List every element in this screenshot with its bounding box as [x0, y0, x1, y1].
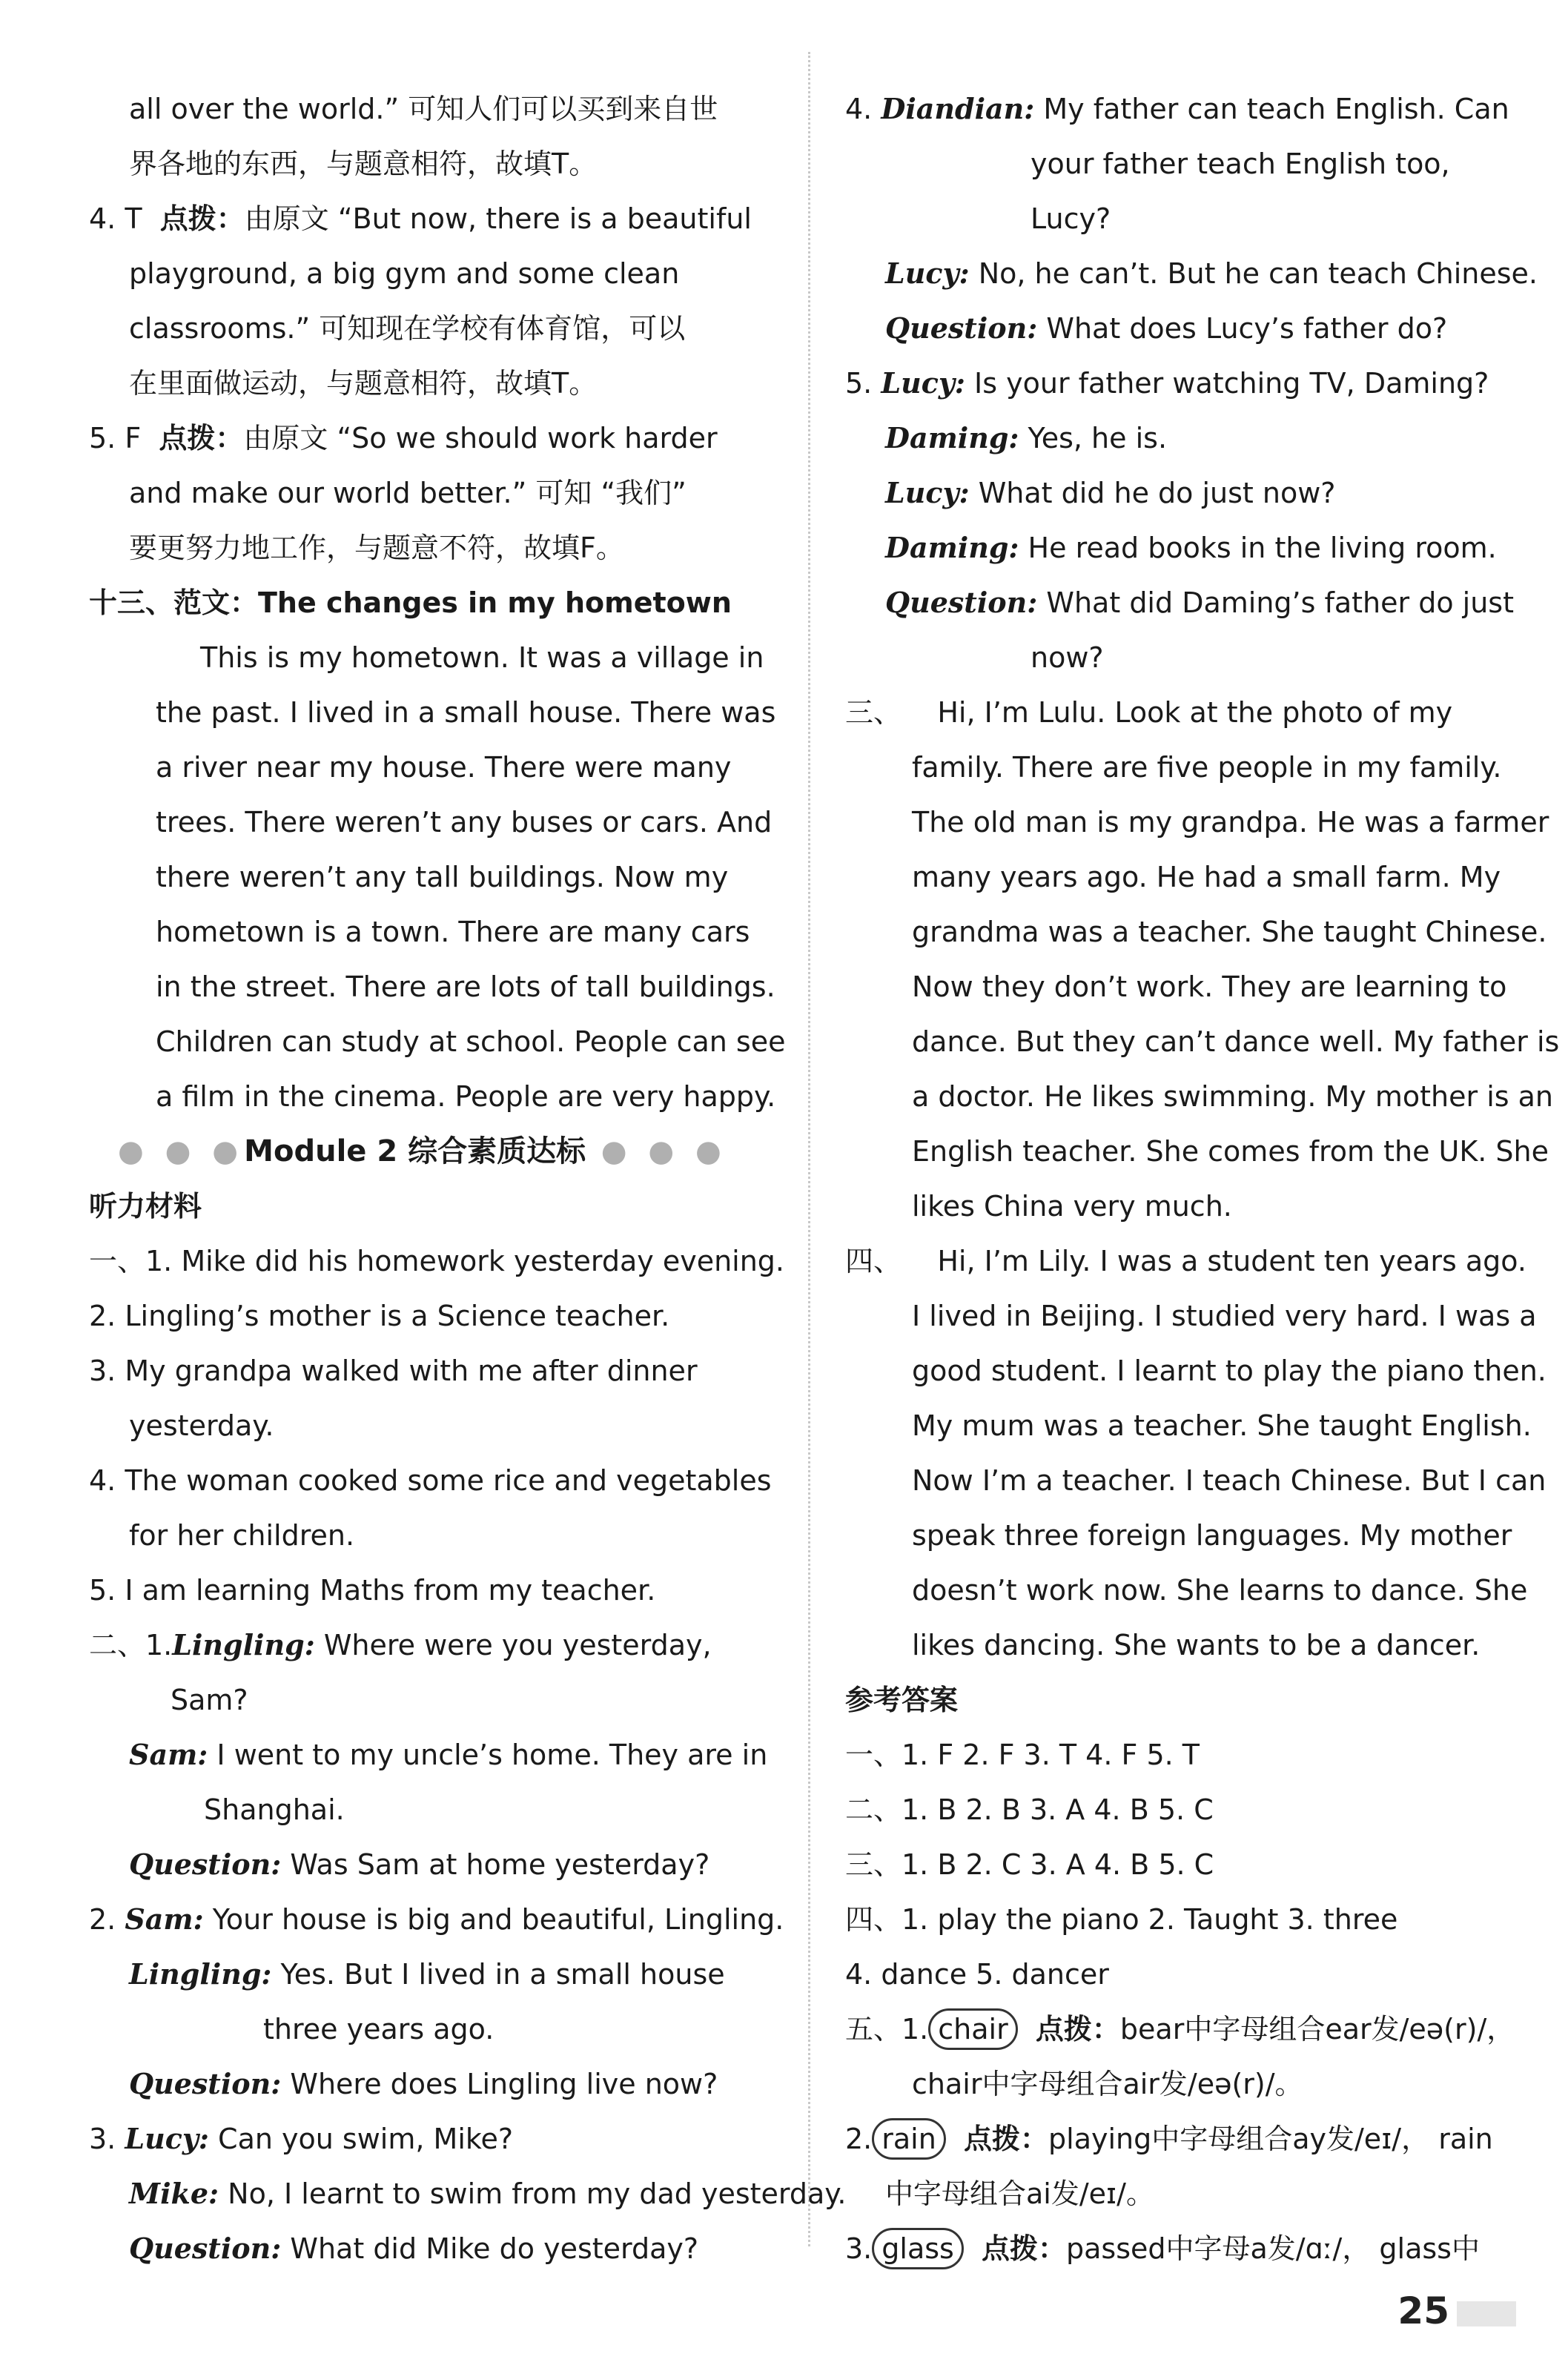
text-line: classrooms.” 可知现在学校有体育馆，可以 [129, 312, 686, 345]
listening-line: 5. I am learning Maths from my teacher. [89, 1574, 656, 1607]
listening-line: for her children. [129, 1519, 355, 1552]
passage-line: likes China very much. [912, 1190, 1232, 1223]
dialogue-line: Daming: He read books in the living room. [885, 531, 1497, 564]
text-line: playground, a big gym and some clean [129, 257, 680, 290]
answer-line: 2. rain 点拨：playing中字母组合ay发/eɪ/， rain [845, 2111, 1512, 2166]
answer-line: 3. glass 点拨：passed中字母a发/ɑː/， glass中 [845, 2221, 1512, 2276]
text-line: all over the world.” 可知人们可以买到来自世 [129, 93, 718, 125]
listening-line: 一、1. Mike did his homework yesterday evening. [89, 1245, 784, 1277]
dialogue-line: three years ago. [263, 2013, 494, 2045]
dialogue-line: Lingling: Yes. But I lived in a small house [129, 1957, 725, 1991]
answer-explanation: 4. T 点拨：由原文 “But now, there is a beautiful [89, 202, 752, 235]
text-line: and make our world better.” 可知 “我们” [129, 477, 687, 509]
answers-heading: 参考答案 [845, 1684, 959, 1716]
passage-line: The old man is my grandpa. He was a farmer [912, 806, 1549, 839]
essay-line: Children can study at school. People can see [156, 1025, 786, 1058]
passage-line: likes dancing. She wants to be a dancer. [912, 1629, 1481, 1661]
dialogue-line: 3. Lucy: Can you swim, Mike? [89, 2122, 514, 2155]
text-line: 界各地的东西，与题意相符，故填T。 [129, 148, 598, 180]
answer-line: 中字母组合ai发/eɪ/。 [885, 2177, 1154, 2210]
passage-line: My mum was a teacher. She taught English. [912, 1409, 1532, 1442]
answer-line: 二、1. B 2. B 3. A 4. B 5. C [845, 1793, 1214, 1826]
circled-answer: rain [872, 2118, 946, 2160]
dialogue-line: Lucy: What did he do just now? [885, 476, 1336, 509]
answer-line: 一、1. F 2. F 3. T 4. F 5. T [845, 1739, 1200, 1771]
essay-line: the past. I lived in a small house. There was [156, 696, 776, 729]
module-title: ● ● ●Module 2 综合素质达标 ● ● ● [118, 1134, 727, 1168]
circled-answer: chair [928, 2008, 1017, 2050]
dialogue-line: Sam? [171, 1684, 248, 1716]
passage-line: dance. But they can’t dance well. My father is [912, 1025, 1560, 1058]
text-line: 要更努力地工作，与题意不符，故填F。 [129, 532, 624, 564]
essay-line: a film in the cinema. People are very happy. [156, 1080, 776, 1113]
dialogue-line: 二、1.Lingling: Where were you yesterday, [89, 1628, 712, 1661]
right-column [845, 82, 1560, 2276]
passage-line: 四、 Hi, I’m Lily. I was a student ten years ago. [845, 1245, 1526, 1277]
essay-line: trees. There weren’t any buses or cars. And [156, 806, 773, 839]
dialogue-line: Sam: I went to my uncle’s home. They are in [129, 1738, 768, 1771]
passage-line: 三、 Hi, I’m Lulu. Look at the photo of my [845, 696, 1453, 729]
passage-line: speak three foreign languages. My mother [912, 1519, 1512, 1552]
passage-line: family. There are five people in my family. [912, 751, 1502, 784]
passage-line: doesn’t work now. She learns to dance. She [912, 1574, 1528, 1607]
listening-line: yesterday. [129, 1409, 274, 1442]
dialogue-line: Lucy: No, he can’t. But he can teach Chinese. [885, 257, 1538, 290]
passage-line: English teacher. She comes from the UK. She [912, 1135, 1549, 1168]
listening-heading: 听力材料 [89, 1190, 202, 1223]
dialogue-line: your father teach English too, [1031, 148, 1450, 180]
dialogue-line: 4. Diandian: My father can teach English. Can [845, 92, 1509, 125]
listening-line: 2. Lingling’s mother is a Science teacher. [89, 1300, 670, 1332]
question-line: Question: Where does Lingling live now? [129, 2067, 718, 2100]
answer-line: 四、1. play the piano 2. Taught 3. three [845, 1903, 1398, 1936]
dialogue-line: Lucy? [1031, 202, 1111, 235]
essay-line: a river near my house. There were many [156, 751, 732, 784]
passage-line: Now I’m a teacher. I teach Chinese. But I can [912, 1464, 1547, 1497]
listening-line: 4. The woman cooked some rice and vegetables [89, 1464, 772, 1497]
text-line: 在里面做运动，与题意相符，故填T。 [129, 367, 598, 400]
answer-explanation: 5. F 点拨：由原文 “So we should work harder [89, 422, 718, 454]
answer-line: 五、1. chair 点拨：bear中字母组合ear发/eə(r)/， [845, 2002, 1512, 2057]
passage-line: grandma was a teacher. She taught Chinese. [912, 916, 1547, 948]
passage-line: a doctor. He likes swimming. My mother is an [912, 1080, 1554, 1113]
essay-line: in the street. There are lots of tall buildings. [156, 970, 775, 1003]
dialogue-line: Shanghai. [204, 1793, 345, 1826]
essay-line: hometown is a town. There are many cars [156, 916, 750, 948]
passage-line: many years ago. He had a small farm. My [912, 861, 1501, 893]
question-line: Question: What did Daming’s father do just [885, 586, 1514, 619]
question-line: Question: What does Lucy’s father do? [885, 311, 1448, 345]
question-line: Question: Was Sam at home yesterday? [129, 1848, 710, 1881]
question-line: now? [1031, 641, 1104, 674]
answer-line: 4. dance 5. dancer [845, 1958, 1109, 1991]
answer-line: 三、1. B 2. C 3. A 4. B 5. C [845, 1848, 1214, 1881]
listening-line: 3. My grandpa walked with me after dinner [89, 1355, 698, 1387]
essay-line: This is my hometown. It was a village in [200, 641, 764, 674]
dialogue-line: Daming: Yes, he is. [885, 421, 1168, 454]
answer-line: chair中字母组合air发/eə(r)/。 [912, 2068, 1303, 2100]
column-divider [808, 52, 810, 2246]
passage-line: Now they don’t work. They are learning to [912, 970, 1507, 1003]
page-number: 25 [1397, 2289, 1516, 2332]
dialogue-line: 5. Lucy: Is your father watching TV, Daming? [845, 366, 1489, 400]
passage-line: I lived in Beijing. I studied very hard. I was a [912, 1300, 1537, 1332]
question-line: Question: What did Mike do yesterday? [129, 2232, 699, 2265]
circled-answer: glass [872, 2228, 964, 2269]
dialogue-line: 2. Sam: Your house is big and beautiful, Lingling. [89, 1902, 784, 1936]
passage-line: good student. I learnt to play the piano then. [912, 1355, 1547, 1387]
left-column [89, 82, 847, 2276]
essay-line: there weren’t any tall buildings. Now my [156, 861, 729, 893]
essay-heading: 十三、范文：The changes in my hometown [89, 586, 732, 619]
dialogue-line: Mike: No, I learnt to swim from my dad yesterday. [129, 2177, 847, 2210]
